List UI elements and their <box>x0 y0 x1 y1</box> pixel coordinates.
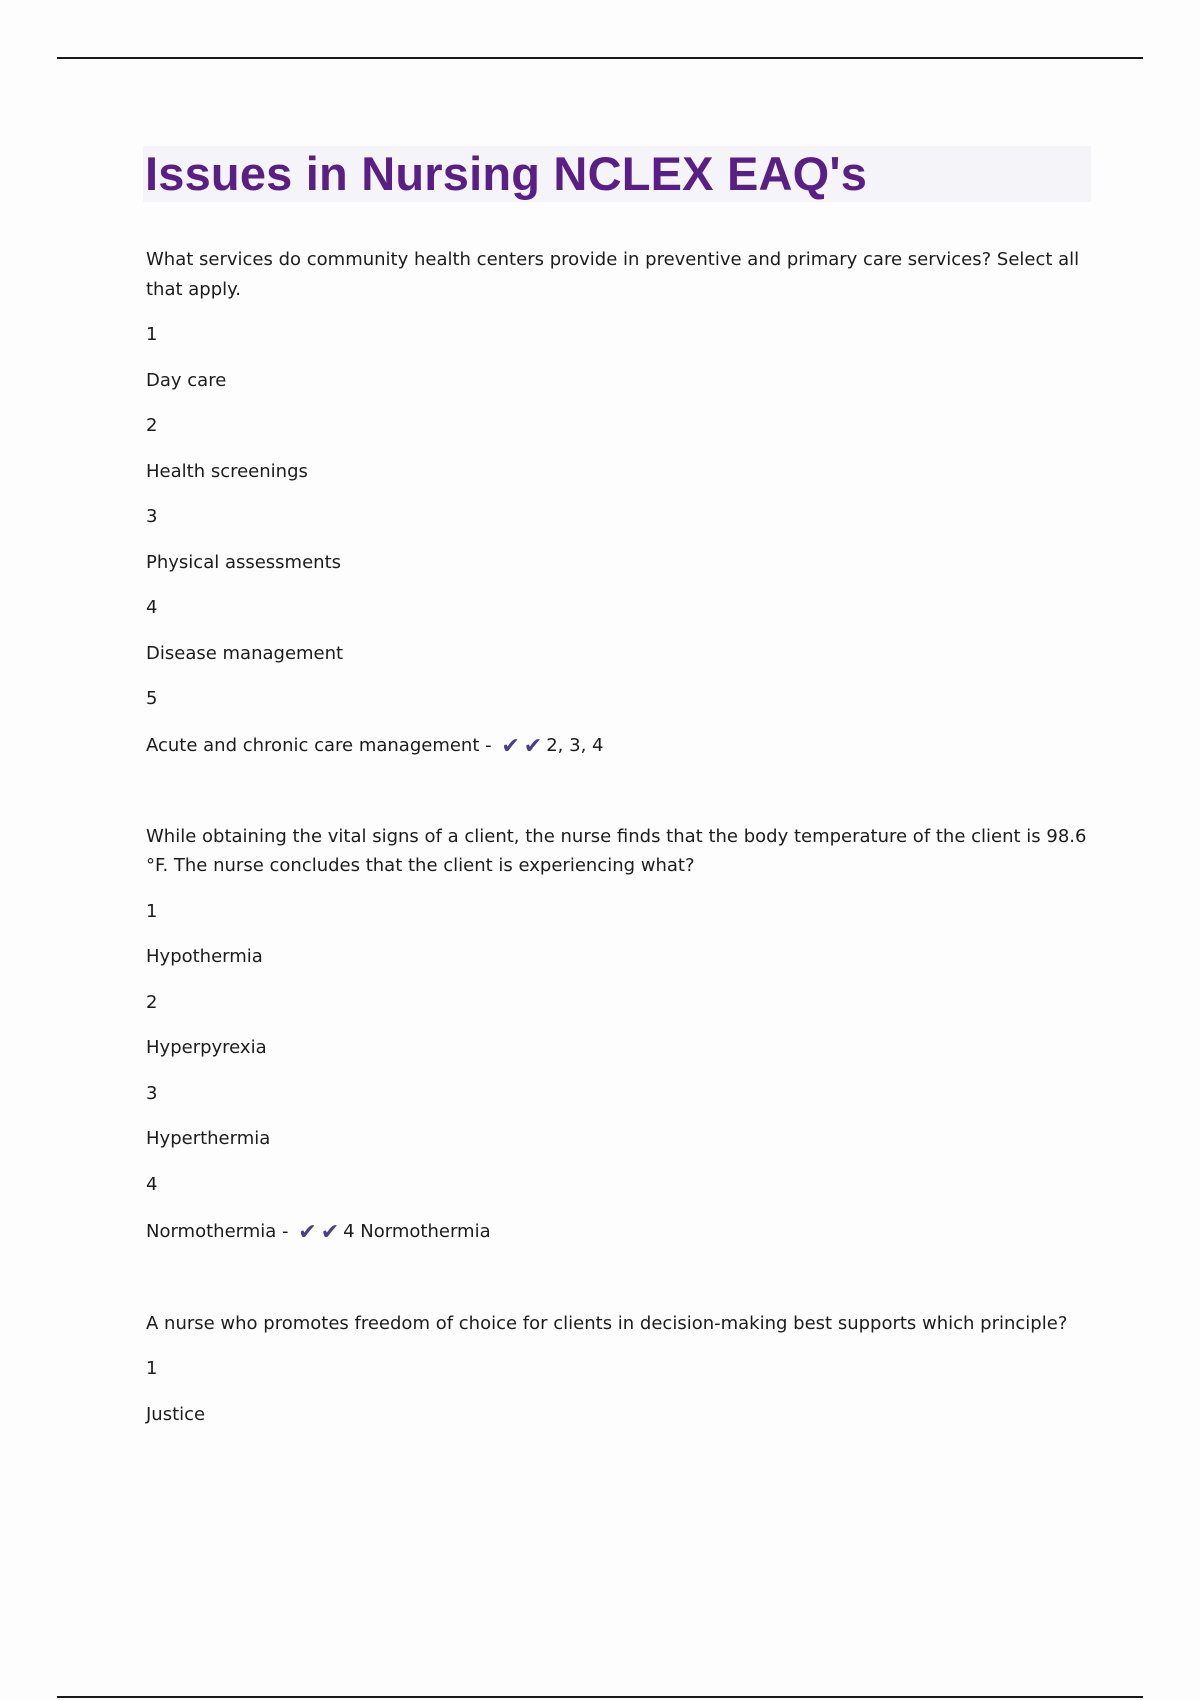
option-number: 4 <box>146 597 158 618</box>
answer-line <box>146 731 603 760</box>
question-2-stem-line-2: °F. The nurse concludes that the client is experiencing what? <box>146 855 695 876</box>
option-text: Day care <box>146 370 227 391</box>
checkmark-icon: ✔ <box>501 734 520 759</box>
checkmark-icon: ✔ <box>523 734 543 759</box>
option-number: 4 <box>146 1174 158 1195</box>
answer-key: 4 Normothermia <box>343 1221 491 1242</box>
option-number: 2 <box>146 992 158 1013</box>
bottom-rule <box>57 1696 1143 1698</box>
option-text: Normothermia - <box>146 1221 295 1242</box>
answer-key: 2, 3, 4 <box>546 735 604 756</box>
option-text: Physical assessments <box>146 552 342 573</box>
question-1-stem-line-1: What services do community health centers provide in preventive and primary care services? Select all <box>146 249 1080 270</box>
option-number: 3 <box>146 1083 158 1104</box>
option-number: 3 <box>146 506 158 527</box>
option-text: Acute and chronic care management - <box>146 735 498 756</box>
question-2-stem-line-1: While obtaining the vital signs of a client, the nurse finds that the body temperature of the client is 98.6 <box>146 826 1087 847</box>
option-text: Hypothermia <box>146 946 263 967</box>
checkmark-icon: ✔ <box>298 1220 317 1245</box>
option-number: 1 <box>146 901 158 922</box>
option-text: Disease management <box>146 643 344 664</box>
question-1-stem-line-2: that apply. <box>146 279 241 300</box>
option-number: 5 <box>146 688 158 709</box>
option-number: 1 <box>146 324 158 345</box>
checkmark-icon: ✔ <box>320 1220 340 1245</box>
option-number: 2 <box>146 415 158 436</box>
option-text: Hyperthermia <box>146 1128 271 1149</box>
option-text: Hyperpyrexia <box>146 1037 267 1058</box>
document-title: Issues in Nursing NCLEX EAQ's <box>145 147 868 200</box>
option-text: Health screenings <box>146 461 308 482</box>
option-number: 1 <box>146 1358 158 1379</box>
answer-line <box>146 1217 491 1246</box>
top-rule <box>57 57 1143 59</box>
question-3-stem-line-1: A nurse who promotes freedom of choice for clients in decision-making best supports which principle? <box>146 1313 1068 1334</box>
option-text: Justice <box>146 1404 206 1425</box>
